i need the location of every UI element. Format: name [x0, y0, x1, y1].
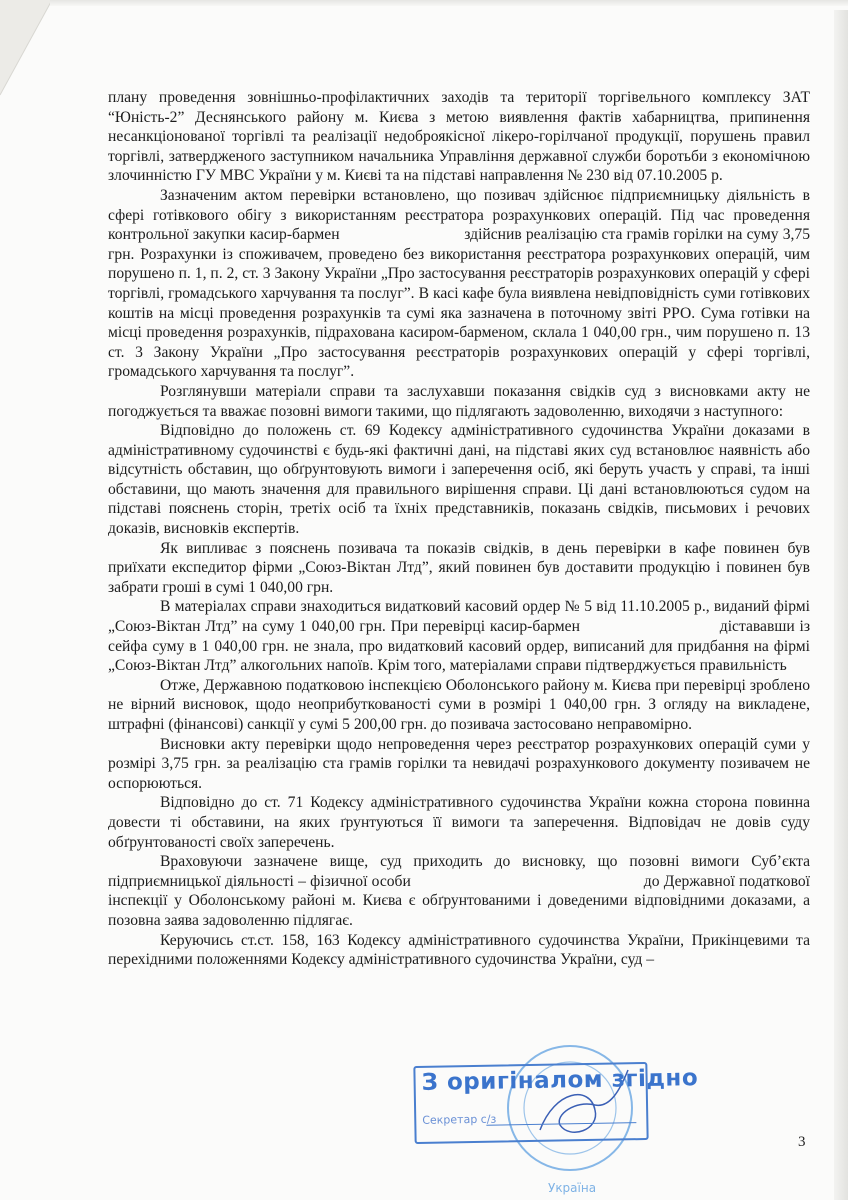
paragraph: Відповідно до ст. 71 Кодексу адміністративного судочинства України кожна сторона повинна довести ті обставини, на яких ґрунтуються її вимоги та заперечення. Відповідач не довів суду обґрунтованості своїх заперечень.: [108, 794, 810, 851]
paragraph: плану проведення зовнішньо-профілактичних заходів та території торгівельного комплексу ЗАТ “Юність-2” Деснянського району м. Києва з метою виявлення фактів хабарництва, припинення несанкціонованої торгівлі та реалізації недоброякісної лікеро-горілчаної продукції, порушень правил торгівлі, затвердженого заступником начальника Управління державної служби боротьби з економічною злочинністю ГУ МВС України у м. Києві та на підставі направлення № 230 від 07.10.2005 р.: [108, 89, 810, 185]
paragraph: Розглянувши матеріали справи та заслухавши показання свідків суд з висновками акту не погоджується та вважає позовні вимоги такими, що підлягають задоволенню, виходячи з наступного:: [108, 382, 810, 420]
certification-stamp: [413, 1062, 699, 1144]
stamp-secretary-label: Секретар с/з: [422, 1112, 497, 1127]
paragraph: Як випливає з пояснень позивача та показів свідків, в день перевірки в кафе повинен був приїхати експедитор фірми „Союз-Віктан Лтд”, який повинен був доставити продукцію і повинен був забрати гроші в сумі 1 040,00 грн.: [108, 539, 810, 596]
paragraph: Висновки акту перевірки щодо непроведення через реєстратор розрахункових операцій суми у розмірі 3,75 грн. за реалізацію ста грамів горілки та невидачі розрахункового документу позивачем не оспорюються.: [108, 735, 810, 792]
paragraph: Відповідно до положень ст. 69 Кодексу адміністративного судочинства України доказами в адміністративному судочинстві є будь-які фактичні дані, на підставі яких суд встановлює наявність або відсутність обставин, що обґрунтовують вимоги і заперечення осіб, які беруть участь у справі, та інші обставини, що мають значення для правильного вирішення справи. Ці дані встановлюються судом на підставі пояснень сторін, третіх осіб та їхніх представників, показань свідків, письмових і речових доказів, висновків експертів.: [108, 422, 810, 538]
page-right-edge: [834, 10, 848, 1200]
paragraph: Отже, Державною податковою інспекцією Оболонського району м. Києва при перевірці зроблено не вірний висновок, щодо неоприбуткованості суми в розмірі 1 040,00 грн. З огляду на викладене, штрафні (фінансові) санкції у сумі 5 200,00 грн. до позивача застосовано неправомірно.: [108, 676, 810, 733]
page-number: 3: [798, 1134, 806, 1150]
seal-text: Україна: [548, 1181, 597, 1195]
paragraph: В матеріалах справи знаходиться видатковий касовий ордер № 5 від 11.10.2005 р., виданий фірмі „Союз-Віктан Лтд” на суму 1 040,00 грн. При перевірці касир-бармен дістававши із сейфа суму в 1 040,00 грн. не знала, про видатковий касовий ордер, виписаний для придбання на фірмі „Союз-Віктан Лтд” алкогольних напоїв. Крім того, матеріалами справи підтверджується правильність: [108, 598, 814, 675]
paragraph: Керуючись ст.ст. 158, 163 Кодексу адміністративного судочинства України, Прикінцевими та перехідними положеннями Кодексу адміністративного судочинства України, суд –: [108, 931, 810, 969]
document-body: [108, 88, 814, 970]
paragraph: Враховуючи зазначене вище, суд приходить до висновку, що позовні вимоги Суб’єкта підприємницької діяльності – фізичної особи до Державної податкової інспекції у Оболонському районі м. Києва є обґрунтованими і доведеними відповідними доказами, а позовна заява задоволенню підлягає.: [108, 853, 814, 929]
signature-line: [486, 1122, 636, 1126]
page-top-edge: [50, 0, 848, 6]
paragraph: Зазначеним актом перевірки встановлено, що позивач здійснює підприємницьку діяльність в сфері готівкового обігу з використанням реєстратора розрахункових операцій. Під час проведення контрольної закупки касир-бармен здійснив реалізацію ста грамів горілки на суму 3,75 грн. Розрахунки із споживачем, проведено без використання реєстратора розрахункових операцій, чим порушено п. 1, п. 2, ст. 3 Закону України „Про застосування реєстраторів розрахункових операцій у сфері торгівлі, громадського харчування та послуг”. В касі кафе була виявлена невідповідність суми готівкових коштів на місці проведення розрахунків та сумі яка зазначена в поточному звіті РРО. Сума готівки на місці проведення розрахунків, підрахована касиром-барменом, склала 1 040,00 грн., чим порушено п. 13 ст. 3 Закону України „Про застосування реєстраторів розрахункових операцій у сфері торгівлі, громадського харчування та послуг”.: [108, 186, 814, 381]
folded-corner: [0, 0, 60, 100]
stamp-title: З оригіналом згідно: [421, 1065, 699, 1096]
